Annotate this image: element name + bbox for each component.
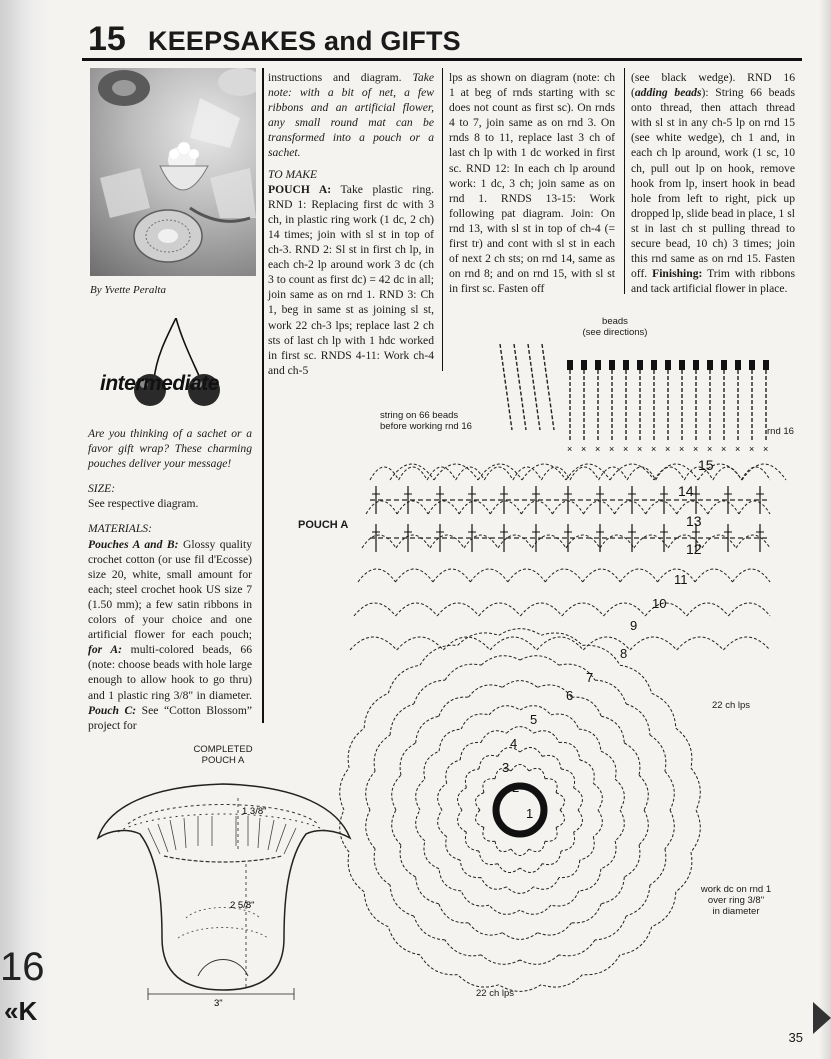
svg-text:×: × (651, 444, 657, 454)
round-number-label: 9 (630, 618, 638, 633)
column-3-text (449, 70, 615, 296)
ring-note-line2: over ring 3/8" (707, 895, 765, 906)
round-number-label: 4 (510, 736, 518, 751)
col2-lead: instructions and diagram. (268, 71, 402, 84)
svg-text:×: × (735, 444, 741, 454)
ring-note-line3: in diameter (712, 906, 760, 917)
dimension-middle: 2 5/8" (230, 900, 255, 911)
svg-text:×: × (749, 444, 755, 454)
svg-text:×: × (693, 444, 699, 454)
svg-text:×: × (609, 444, 615, 454)
round-number-label: 14 (678, 483, 694, 499)
lps-right-label: 22 ch lps (712, 700, 751, 711)
project-title: KEEPSAKES and GIFTS (148, 26, 461, 56)
round-number-label: 1 (526, 806, 534, 821)
column-4-text (631, 70, 795, 296)
materials-label: MATERIALS: (88, 522, 152, 536)
col2-note: Take note: with a bit of net, a few ribbons and an artificial flower, any small round mat can be transformed into a pouch or a sachet. (268, 71, 434, 160)
col2-body: Take plastic ring. RND 1: Replacing first dc with 3 ch, in plastic ring work (1 dc, 2 ch) 14 times; join with sl st in top of ch-3. RND 2: Sl st in first ch lp, in each ch-2 lp around work 3 dc (ch 3 to count as first dc) = 42 dc in all; join same as on rnd 1. RND 3: Ch 1, beg in same st as joining sl st, work 22 ch-3 lps; replace last 2 ch sts of last ch lp with 1 hdc worked in first sc. RNDS 4-11: Work ch-4 and ch-5 (268, 182, 434, 377)
see-directions-text: (see directions) (582, 327, 648, 338)
rnd16-label: rnd 16 (767, 426, 794, 437)
size-text: See respective diagram. (88, 497, 199, 511)
round-number-label: 13 (686, 513, 702, 529)
svg-text:×: × (581, 444, 587, 454)
round-number-label: 2 (512, 780, 520, 795)
svg-text:×: × (623, 444, 629, 454)
pouch-photo (90, 68, 256, 276)
round-number-label: 15 (698, 457, 714, 473)
completed-label-line2: POUCH A (201, 755, 245, 766)
round-number-label: 5 (530, 712, 538, 727)
for-a-label: for A: (88, 643, 122, 657)
diagram-stitches (340, 344, 786, 991)
string-note-line2: before working rnd 16 (380, 421, 472, 432)
col4-body-a: (see black wedge). RND 16 ( (631, 71, 795, 100)
completed-label-line1: COMPLETED (193, 744, 253, 755)
ring-note-line1: work dc on rnd 1 (700, 884, 772, 895)
to-make-heading: TO MAKE (268, 167, 318, 181)
col2-paragraph (268, 70, 434, 161)
pouch-c-text: See “Cotton Blossom” project for (88, 703, 252, 732)
crochet-diagram (330, 330, 800, 1000)
publisher-logo-icon: «K (4, 996, 38, 1026)
page-binding-shadow (0, 0, 50, 1059)
string-note-line1: string on 66 beads (380, 410, 459, 421)
svg-text:×: × (665, 444, 671, 454)
pouch-photo-image (90, 68, 256, 276)
col3-body: lps as shown on diagram (note: ch 1 at beg of rnds starting with sc does not count as first sc). On rnds 4 to 7, join same as on rnd 3. On rnds 8 to 11, replace last 3 ch of last ch lp with 1 dc worked in first sc. RND 12: In each ch lp around work: 1 dc, 3 ch; join same as on rnd 1. RNDS 13-15: Work following pat diagram. Join: On rnd 13, with sl st in top of ch-4 (= first tr) and cont with sl st in each of next 2 ch sts; on rnd 14, same as on rnd 8; and on rnd 15, with sl st in first sc. Fasten off (449, 71, 615, 296)
dimension-top: 1 3/8" (242, 806, 267, 817)
for-a-text: multi-colored beads, 66 (note: choose beads with hole large enough to allow hook to go thru) and 1 plastic ring 3/8" in diameter. (88, 643, 252, 702)
completed-pouch-label (188, 744, 258, 766)
page-number-right: 35 (788, 1030, 803, 1045)
beads-label-text: beads (602, 316, 628, 327)
svg-text:×: × (721, 444, 727, 454)
svg-text:×: × (567, 444, 573, 454)
svg-text:×: × (707, 444, 713, 454)
column-1-text (88, 426, 252, 733)
page-number-left: 16 (0, 945, 45, 989)
svg-text:×: × (679, 444, 685, 454)
project-header (82, 20, 802, 61)
adding-beads-label: adding beads (634, 86, 702, 100)
finishing-label: Finishing: (652, 267, 703, 281)
column-divider (442, 68, 443, 371)
intro-text: Are you thinking of a sachet or a favor gift wrap? These charming pouches deliver your message! (88, 427, 252, 471)
pouch-a-label-text: POUCH A: (268, 182, 332, 196)
round-number-label: 6 (566, 688, 574, 703)
project-number: 15 (88, 20, 126, 58)
col4-body-b: ): String 66 beads onto thread, then attach thread with sl st in any ch-5 lp on rnd 15 (see white wedge), ch 1 and, in each ch lp around, work (1 sc, 10 ch, pull out lp on hook, remove hook from lp, insert hook in bead hole from left to right, pick up dropped lp, slide bead in place, 1 sl st in last ch st pulling thread to secure bead, 10 ch) 3 times; join this rnd same as on rnd 15. Fasten off. (631, 86, 795, 281)
svg-text:×: × (595, 444, 601, 454)
round-number-label: 10 (652, 596, 667, 611)
size-label: SIZE: (88, 482, 116, 496)
dimension-bottom: 3" (214, 998, 223, 1008)
finishing-text: Trim with ribbons and tack artificial flower in place. (631, 267, 795, 296)
diagram-round-numbers (502, 457, 714, 821)
skill-level: intermediate (100, 372, 219, 395)
round-number-label: 7 (586, 670, 594, 685)
svg-text:×: × (763, 444, 769, 454)
materials-text (88, 537, 252, 733)
pouches-ab-label: Pouches A and B: (88, 537, 179, 551)
svg-text:×: × (637, 444, 643, 454)
diagram-title: POUCH A (298, 519, 349, 531)
completed-pouch-drawing (88, 768, 358, 1008)
round-number-label: 3 (502, 760, 510, 775)
pouches-ab-text: Glossy quality crochet cotton (or use fil d'Ecosse) size 20, white, small amount for each; steel crochet hook US size 7 (1.50 mm); a few satin ribbons in colors of your choice and one artificial flower for each pouch; (88, 537, 252, 642)
pouch-c-label: Pouch C: (88, 703, 137, 717)
lps-bottom-label: 22 ch lps (476, 988, 515, 999)
round-number-label: 12 (686, 541, 702, 557)
page-edge-shadow (819, 0, 831, 1059)
byline: By Yvette Peralta (90, 284, 166, 296)
round-number-label: 11 (674, 572, 688, 587)
col4-body (631, 70, 795, 296)
round-number-label: 8 (620, 646, 628, 661)
next-page-arrow-icon (813, 1002, 831, 1034)
column-divider (262, 68, 264, 723)
column-divider (624, 68, 625, 294)
